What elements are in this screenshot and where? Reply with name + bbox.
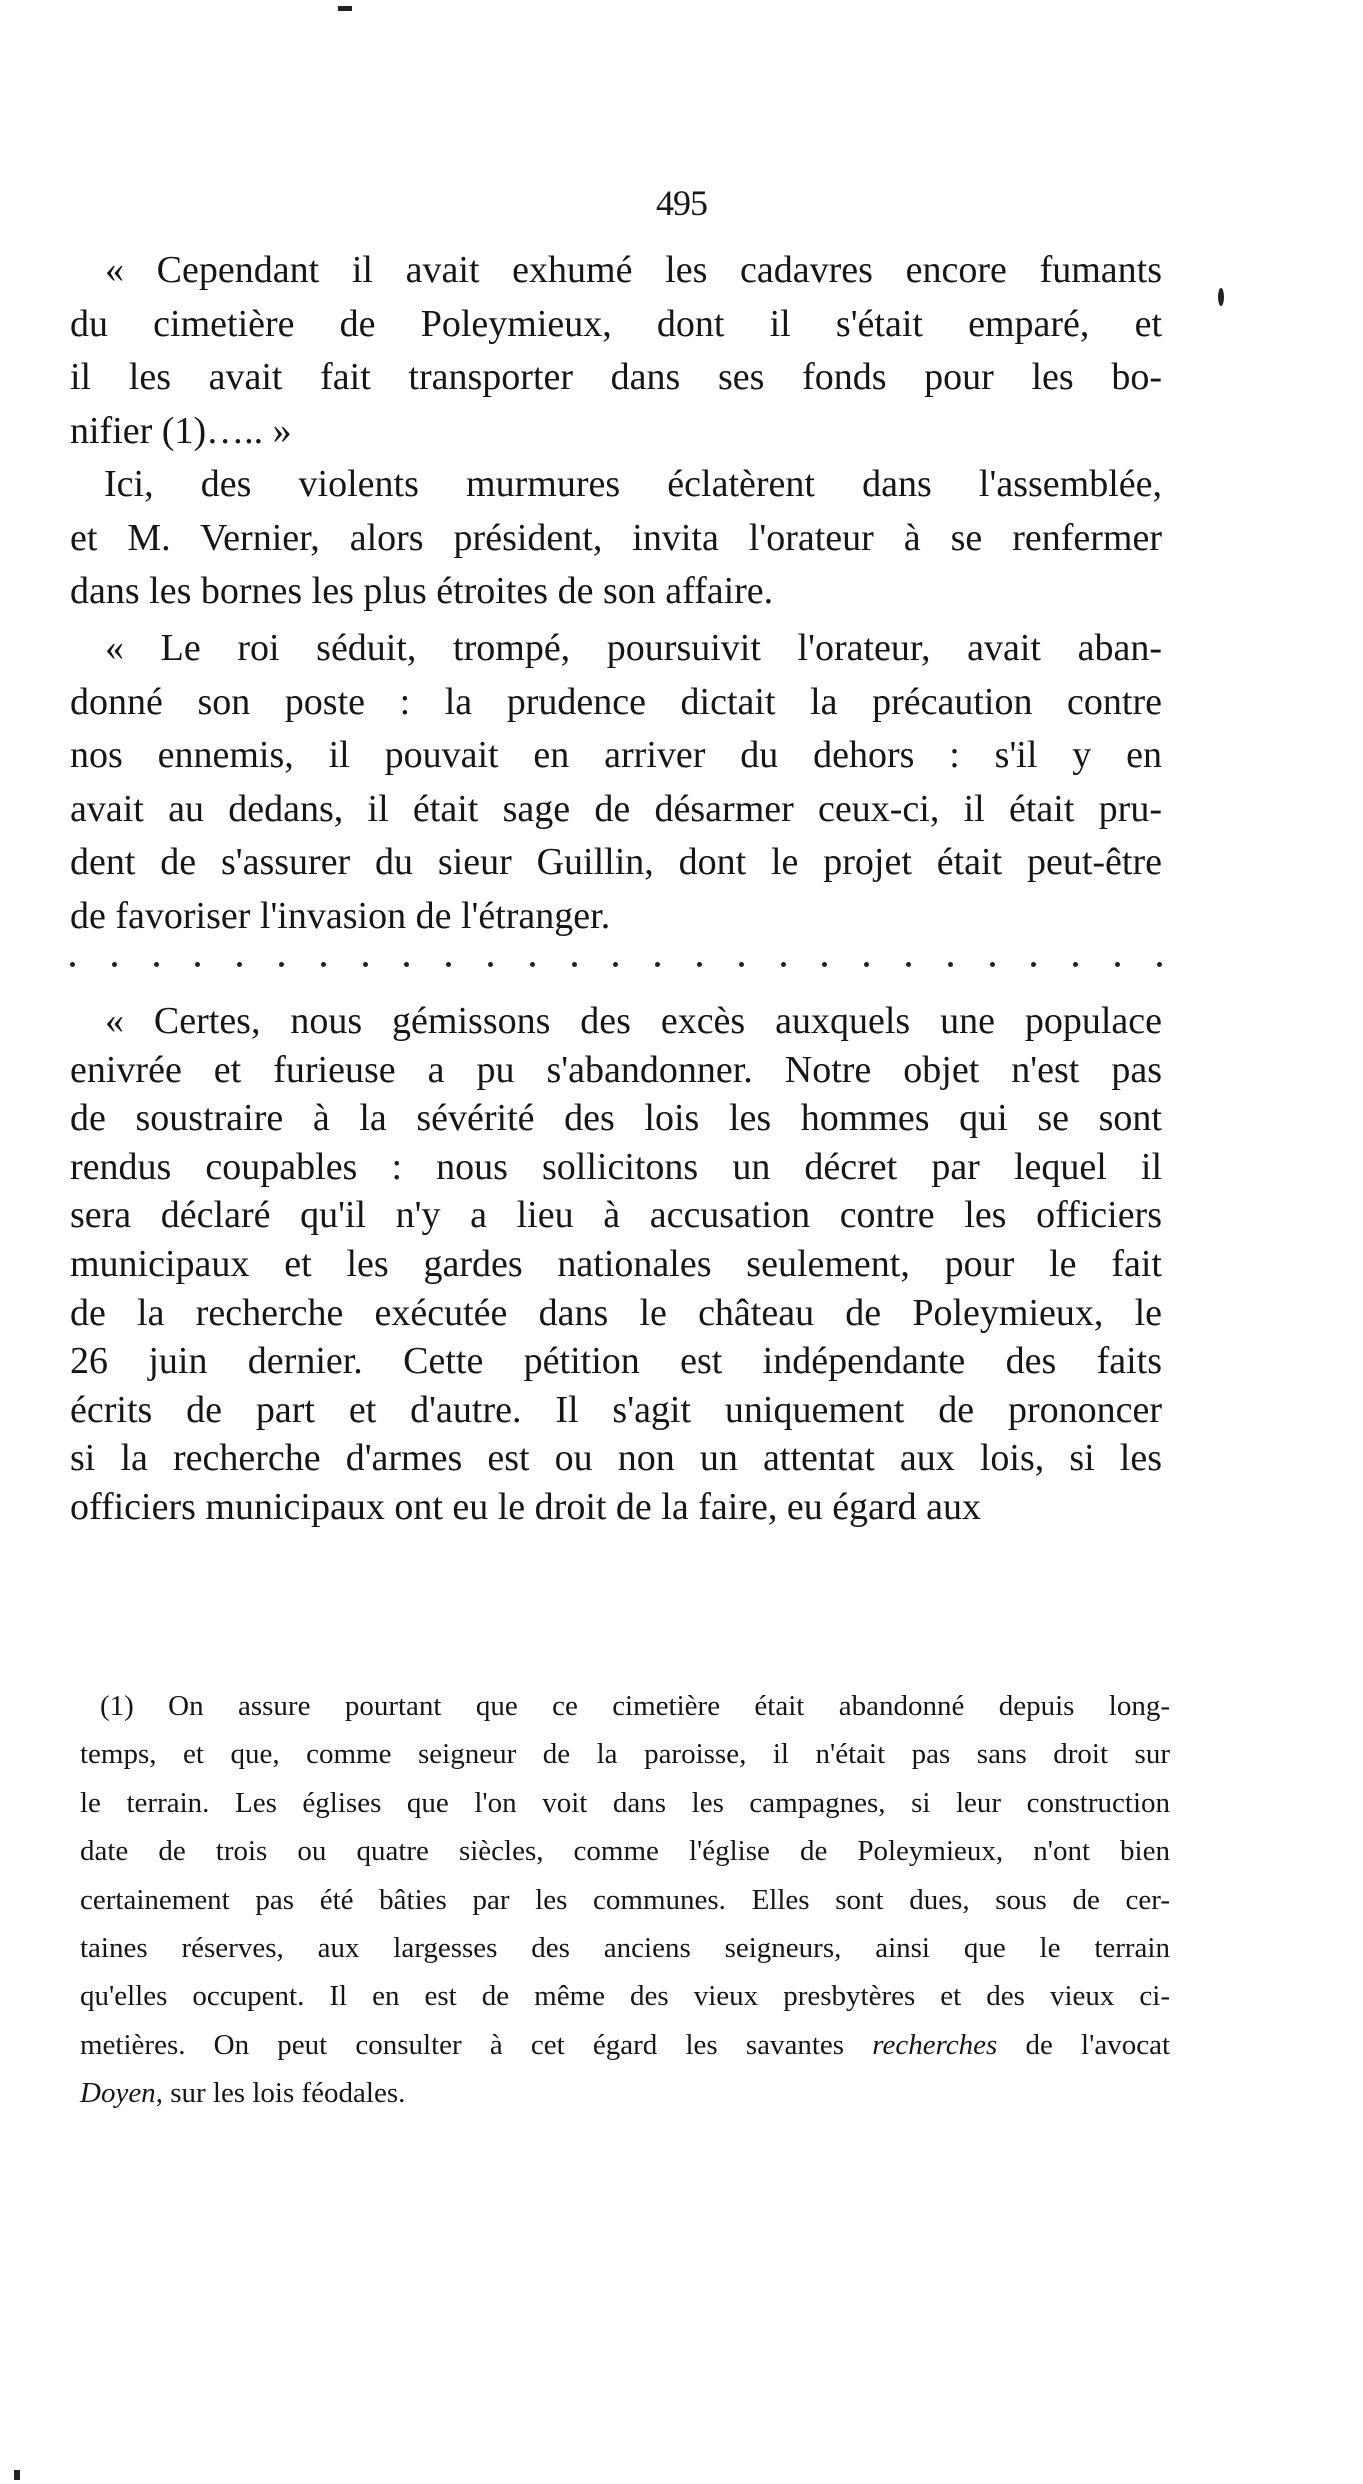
text-segment: qu'elles occupent. Il en est de même des vieux presbytères et des vieux ci- [80,1980,1170,2013]
text-line: et M. Vernier, alors président, invita l'orateur à se renfermer [70,516,1162,559]
text-line: municipaux et les gardes nationales seulement, pour le fait [70,1243,1162,1285]
text-line: nos ennemis, il pouvait en arriver du dehors : s'il y en [70,734,1162,777]
footnote-line [80,1837,1170,1866]
dot [154,962,159,967]
text-line: dans les bornes les plus étroites de son affaire. [70,570,774,613]
footnote-line [80,1786,1170,1819]
dot [237,962,242,967]
ellipsis-separator [70,962,1162,967]
dot [613,962,618,967]
dot [864,962,869,967]
text-line: donné son poste : la prudence dictait la précaution contre [70,680,1162,723]
text-line: de soustraire à la sévérité des lois les hommes qui se sont [70,1097,1162,1140]
text-line: « Certes, nous gémissons des excès auxquels une populace [105,1000,1162,1042]
text-segment: metières. On peut consulter à cet égard les savantes [80,2028,873,2061]
text-line: du cimetière de Poleymieux, dont il s'était emparé, et [70,302,1162,345]
text-line: officiers municipaux ont eu le droit de la faire, eu égard aux [70,1486,981,1528]
dot [446,962,451,967]
footnote-line [80,2079,1170,2108]
text-line: avait au dedans, il était sage de désarmer ceux-ci, il était pru- [70,787,1162,830]
dot [363,962,368,967]
dot [530,962,535,967]
text-line: dent de s'assurer du sieur Guillin, dont le projet était peut-être [70,841,1162,884]
dot [112,962,117,967]
dot [404,962,409,967]
dot [1031,962,1036,967]
page-number: 495 [656,183,707,223]
dot [906,962,911,967]
text-segment: (1) On assure pourtant que ce cimetière était abandonné depuis long- [100,1690,1170,1722]
text-line: rendus coupables : nous sollicitons un décret par lequel il [70,1145,1162,1188]
text-line: 26 juin dernier. Cette pétition est indépendante des faits [70,1340,1162,1383]
dot [948,962,953,967]
footnote-line [80,1982,1170,2011]
dot [572,962,577,967]
text-line: Ici, des violents murmures éclatèrent dans l'assemblée, [104,463,1162,505]
italic-text: Doyen [80,2077,156,2110]
text-line: nifier (1)….. » [70,410,292,453]
text-line: de favoriser l'invasion de l'étranger. [70,895,611,937]
footnote-line [100,1692,1170,1721]
dot [739,962,744,967]
dot [1157,962,1162,967]
italic-text: recherches [872,2028,998,2061]
text-line: « Le roi séduit, trompé, poursuivit l'orateur, avait aban- [105,627,1162,669]
dot [70,962,75,967]
text-segment: le terrain. Les églises que l'on voit dans les campagnes, si leur construction [80,1786,1170,1819]
dot [990,962,995,967]
text-segment: date de trois ou quatre siècles, comme l'église de Poleymieux, n'ont bien [80,1835,1170,1868]
text-line: écrits de part et d'autre. Il s'agit uniquement de prononcer [70,1388,1162,1431]
dot [822,962,827,967]
dot [1115,962,1120,967]
text-segment: certainement pas été bâties par les communes. Elles sont dues, sous de cer- [80,1883,1170,1916]
footnote-line [80,1883,1170,1916]
text-line: il les avait fait transporter dans ses fonds pour les bo- [70,356,1162,399]
text-segment: , sur les lois féodales. [155,2077,406,2110]
text-segment: temps, et que, comme seigneur de la paroisse, il n'était pas sans droit sur [80,1738,1170,1771]
text-segment: taines réserves, aux largesses des anciens seigneurs, ainsi que le terrain [80,1932,1170,1964]
footnote-line [80,1934,1170,1963]
text-line: de la recherche exécutée dans le château de Poleymieux, le [70,1291,1162,1334]
dot [781,962,786,967]
text-segment: de l'avocat [997,2028,1171,2061]
dot [195,962,200,967]
scan-mark [1218,288,1224,306]
text-line: sera déclaré qu'il n'y a lieu à accusation contre les officiers [70,1194,1162,1237]
text-line: enivrée et furieuse a pu s'abandonner. Notre objet n'est pas [70,1048,1162,1091]
dot [655,962,660,967]
footnote-line [80,1740,1170,1769]
scan-mark [338,6,352,11]
dot [488,962,493,967]
scan-mark [14,2470,20,2480]
dot [1073,962,1078,967]
dot [279,962,284,967]
footnote-line [80,2028,1171,2061]
text-line: « Cependant il avait exhumé les cadavres encore fumants [105,249,1162,291]
dot [321,962,326,967]
dot [697,962,702,967]
text-line: si la recherche d'armes est ou non un attentat aux lois, si les [70,1437,1162,1480]
